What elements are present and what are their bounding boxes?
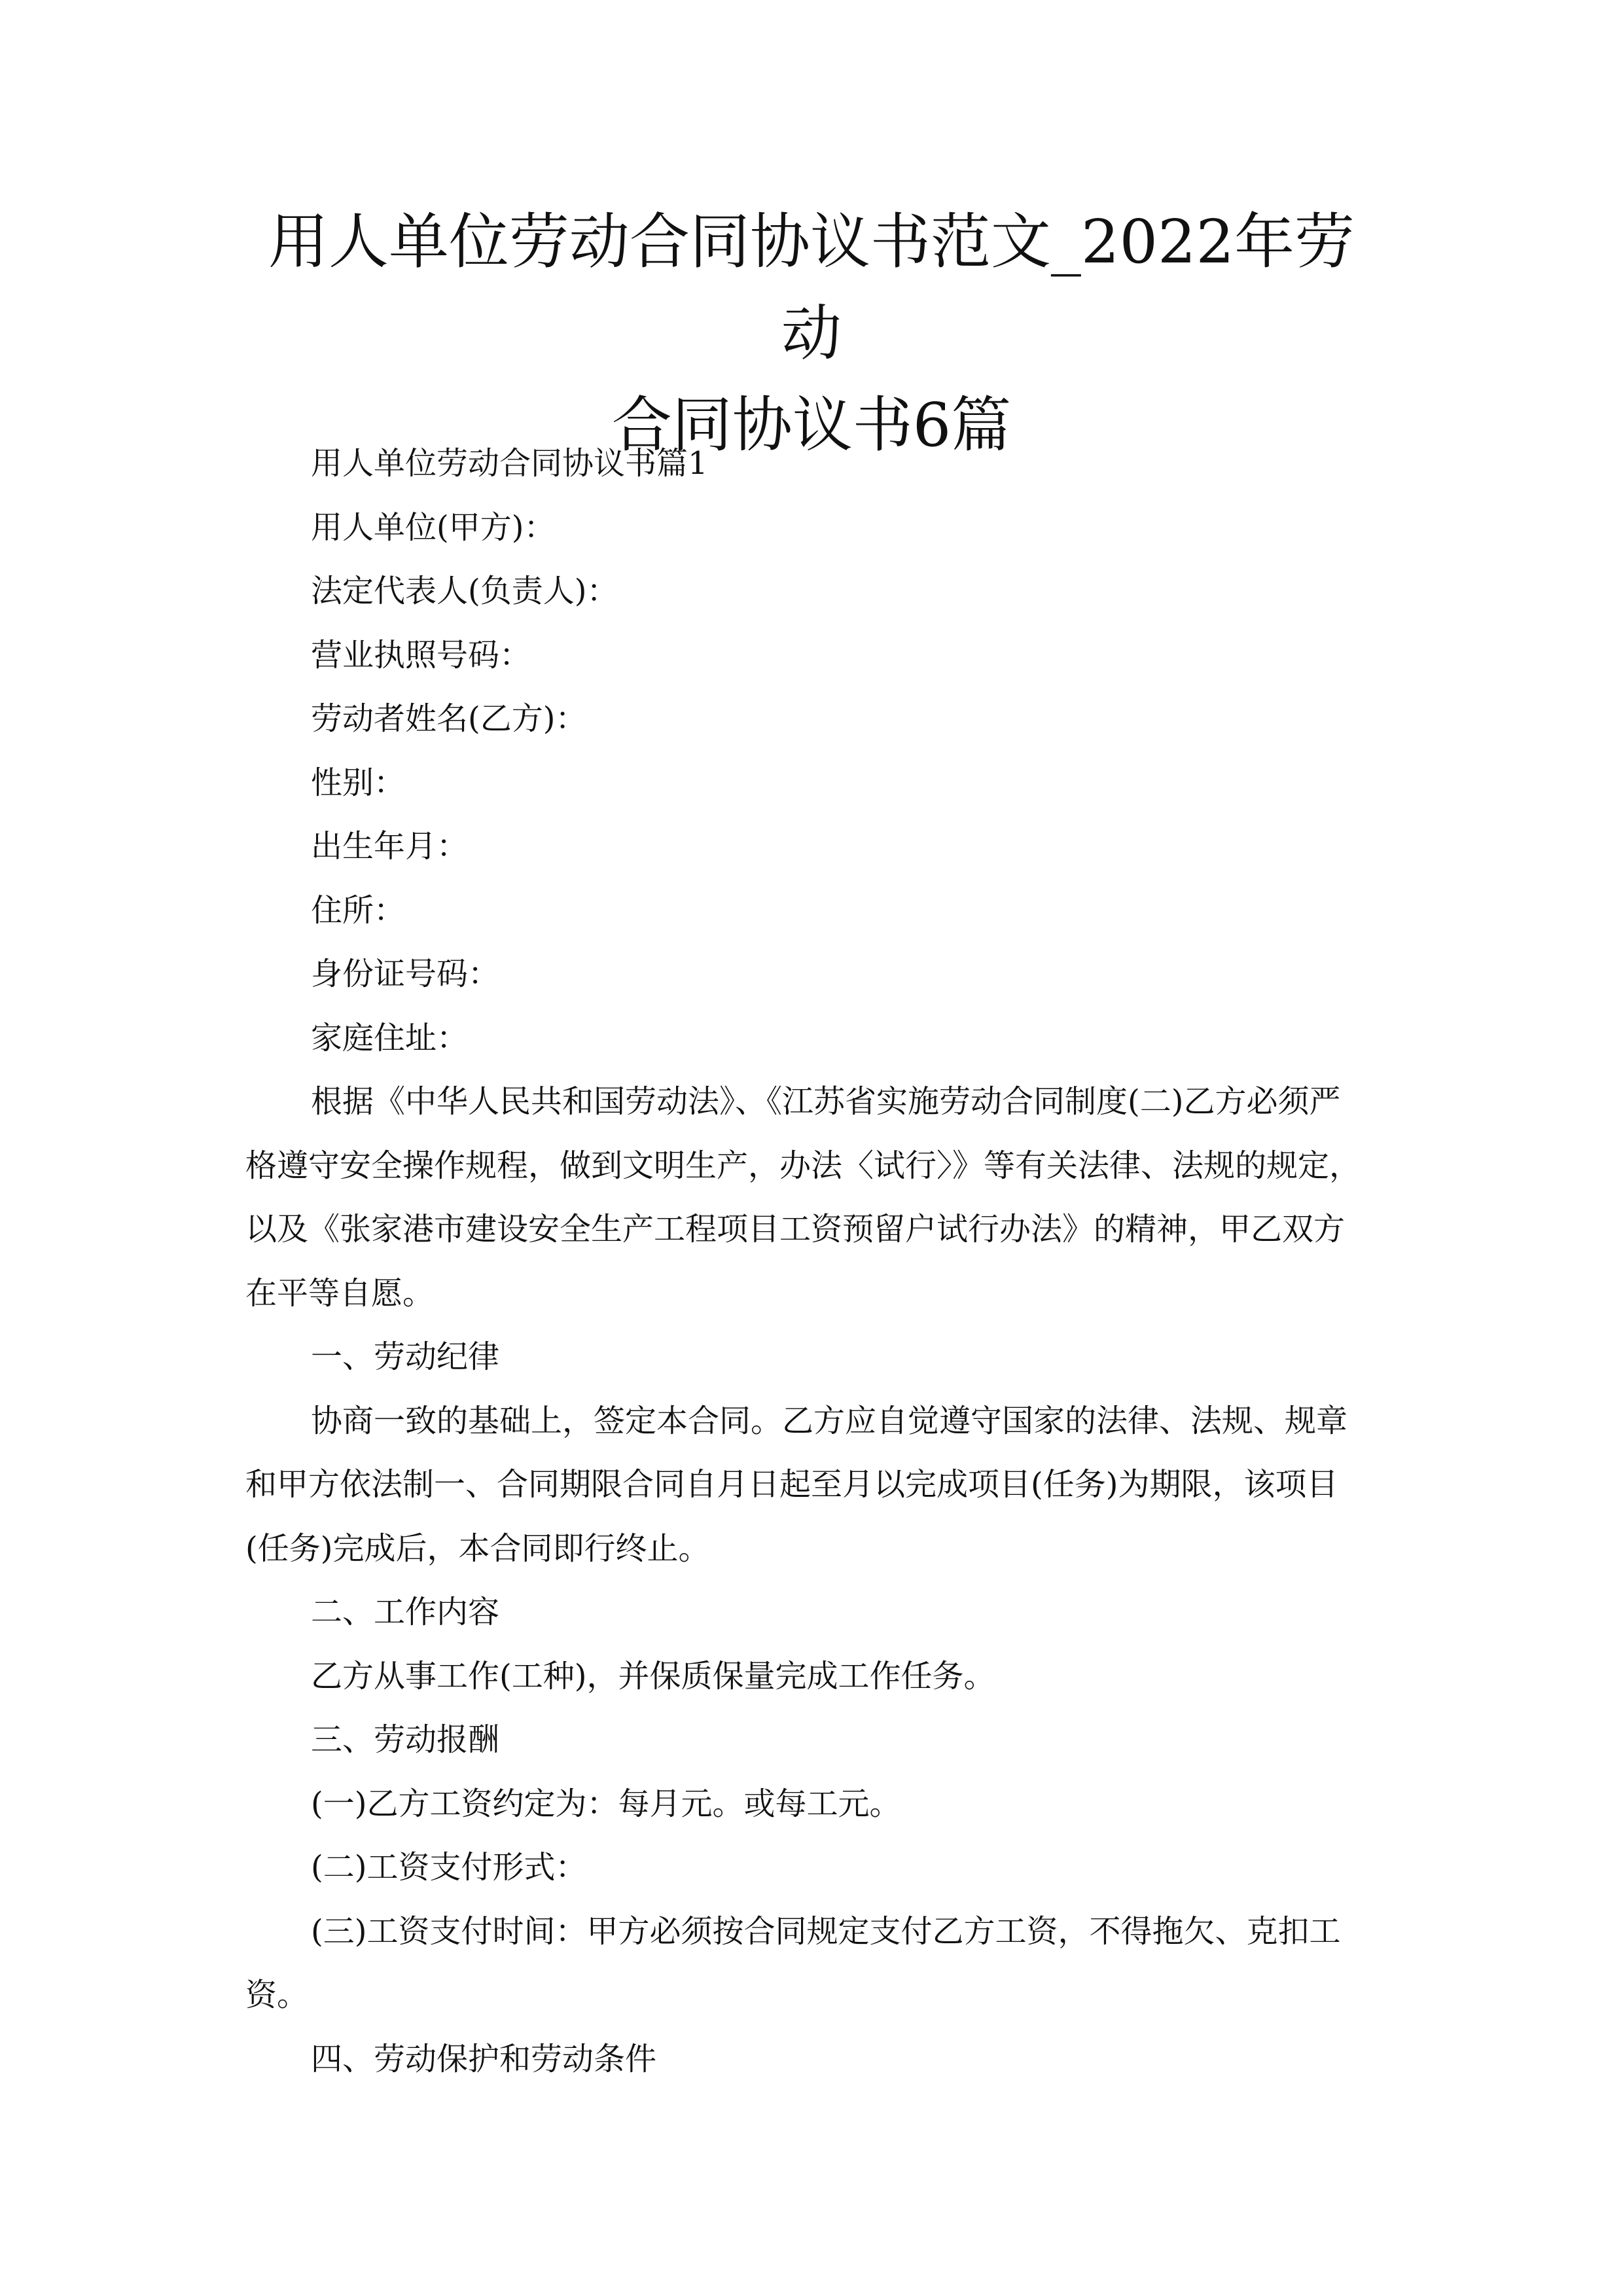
intro-paragraph-line: 格遵守安全操作规程，做到文明生产，办法〈试行〉》等有关法律、法规的规定，: [245, 1147, 1361, 1184]
section-3-item-1: (一)乙方工资约定为：每月元。或每工元。: [311, 1785, 901, 1822]
intro-paragraph-line: 根据《中华人民共和国劳动法》、《江苏省实施劳动合同制度(二)乙方必须严: [311, 1083, 1341, 1120]
section-heading: 用人单位劳动合同协议书篇1: [311, 445, 708, 482]
section-1-line: 协商一致的基础上，签定本合同。乙方应自觉遵守国家的法律、法规、规章: [311, 1402, 1348, 1439]
field-employer: 用人单位(甲方)：: [311, 509, 556, 546]
field-business-license: 营业执照号码：: [311, 636, 531, 673]
section-3-item-3: (三)工资支付时间：甲方必须按合同规定支付乙方工资，不得拖欠、克扣工: [311, 1912, 1341, 1950]
field-residence: 住所：: [311, 891, 406, 929]
section-1-heading: 一、劳动纪律: [311, 1338, 500, 1375]
title-line-2: 合同协议书6篇: [611, 390, 1012, 460]
section-1-line: 和甲方依法制一、合同期限合同自月日起至月以完成项目(任务)为期限，该项目: [245, 1466, 1338, 1503]
field-gender: 性别：: [311, 764, 406, 801]
field-id-number: 身份证号码：: [311, 956, 500, 992]
section-2-text: 乙方从事工作(工种)，并保质保量完成工作任务。: [311, 1657, 995, 1695]
section-2-heading: 二、工作内容: [311, 1594, 500, 1630]
field-employee-name: 劳动者姓名(乙方)：: [311, 700, 587, 737]
field-birth-date: 出生年月：: [311, 828, 469, 865]
title-line-1: 用人单位劳动合同协议书范文_2022年劳动: [268, 207, 1355, 368]
section-3-item-2: (二)工资支付形式：: [311, 1849, 587, 1886]
section-1-line: (任务)完成后，本合同即行终止。: [245, 1530, 710, 1567]
intro-paragraph-line: 以及《张家港市建设安全生产工程项目工资预留户试行办法》的精神，甲乙双方: [245, 1211, 1346, 1247]
field-home-address: 家庭住址：: [311, 1019, 469, 1056]
document-body: [245, 432, 1378, 2091]
section-4-heading: 四、劳动保护和劳动条件: [311, 2040, 657, 2077]
intro-paragraph-line: 在平等自愿。: [245, 1274, 435, 1312]
document-title: [245, 196, 1378, 471]
field-legal-representative: 法定代表人(负责人)：: [311, 573, 618, 609]
section-3-item-3-continued: 资。: [245, 1977, 309, 2013]
section-3-heading: 三、劳动报酬: [311, 1721, 500, 1758]
